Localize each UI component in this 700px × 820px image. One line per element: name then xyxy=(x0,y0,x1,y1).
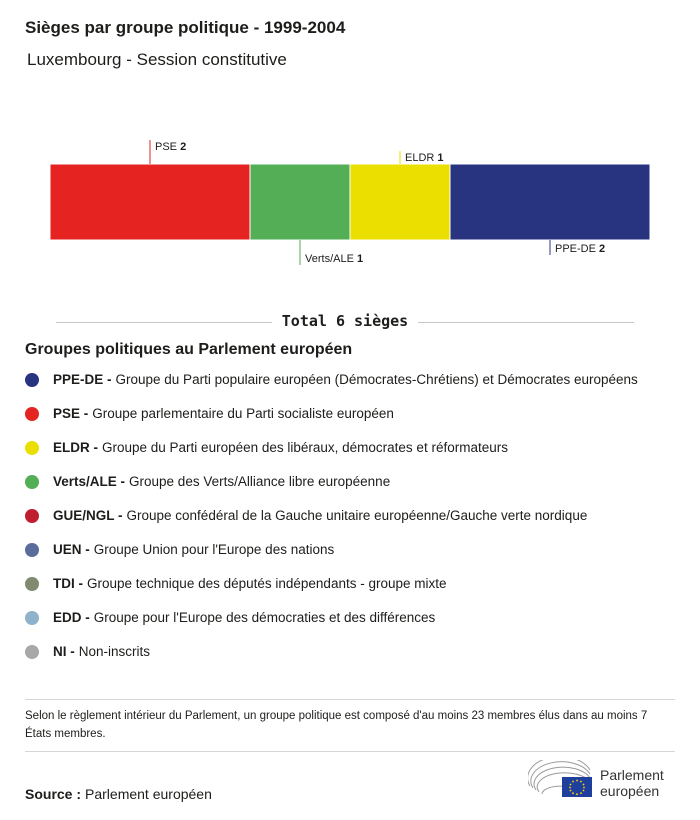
legend-item xyxy=(25,370,638,404)
legend-item xyxy=(25,540,638,574)
legend-dot-icon xyxy=(25,577,39,591)
legend-abbr: PPE-DE - xyxy=(53,372,112,387)
legend-item xyxy=(25,506,638,540)
bar-label-name: ELDR xyxy=(405,152,438,164)
legend-desc: Groupe pour l'Europe des démocraties et des différences xyxy=(93,610,436,625)
logo-line2: européen xyxy=(600,783,660,799)
legend-desc: Groupe Union pour l'Europe des nations xyxy=(93,542,335,557)
legend xyxy=(25,370,638,676)
bar-label xyxy=(555,243,605,255)
logo-line1: Parlement xyxy=(600,767,664,783)
legend-item xyxy=(25,438,638,472)
bar-segment-pse xyxy=(50,164,250,240)
legend-abbr: TDI - xyxy=(53,576,83,591)
source-value: Parlement européen xyxy=(85,786,212,802)
total-label: Total 6 sièges xyxy=(272,312,418,330)
legend-desc: Groupe technique des députés indépendants - groupe mixte xyxy=(87,576,447,591)
bar-label-value: 2 xyxy=(180,141,187,153)
total-seats xyxy=(56,312,634,332)
divider-top xyxy=(25,699,675,700)
legend-dot-icon xyxy=(25,373,39,387)
chart-title: Sièges par groupe politique - 1999-2004 xyxy=(25,18,346,37)
legend-dot-icon xyxy=(25,543,39,557)
legend-desc: Groupe des Verts/Alliance libre européenne xyxy=(129,474,391,489)
bar-label-value: 1 xyxy=(437,152,444,164)
parliament-logo xyxy=(528,760,678,800)
bar-segment-eldr xyxy=(350,164,450,240)
legend-abbr: EDD - xyxy=(53,610,90,625)
legend-abbr: GUE/NGL - xyxy=(53,508,123,523)
legend-dot-icon xyxy=(25,645,39,659)
source xyxy=(25,786,212,802)
bar-label-name: Verts/ALE xyxy=(305,253,357,265)
legend-item xyxy=(25,574,638,608)
legend-title: Groupes politiques au Parlement européen xyxy=(25,341,353,358)
legend-dot-icon xyxy=(25,475,39,489)
legend-abbr: PSE - xyxy=(53,406,89,421)
legend-abbr: Verts/ALE - xyxy=(53,474,126,489)
legend-abbr: ELDR - xyxy=(53,440,98,455)
divider-bottom xyxy=(25,751,675,752)
legend-desc: Groupe parlementaire du Parti socialiste européen xyxy=(92,406,394,421)
legend-desc: Groupe du Parti populaire européen (Démocrates-Chrétiens) et Démocrates européens xyxy=(115,372,638,387)
legend-item xyxy=(25,404,638,438)
bar-label xyxy=(155,141,186,153)
bar-label xyxy=(305,253,363,265)
legend-item xyxy=(25,642,638,676)
legend-dot-icon xyxy=(25,509,39,523)
bar-label-name: PSE xyxy=(155,141,181,153)
legend-item xyxy=(25,472,638,506)
hemicycle-eu-flag-icon xyxy=(528,760,594,800)
bar-segment-verts-ale xyxy=(250,164,350,240)
legend-desc: Groupe confédéral de la Gauche unitaire européenne/Gauche verte nordique xyxy=(126,508,588,523)
bar-label-value: 2 xyxy=(599,243,606,255)
footnote: Selon le règlement intérieur du Parlement, un groupe politique est composé d'au moins 23 membres élus dans au moins 7 États membres. xyxy=(25,710,648,740)
legend-abbr: UEN - xyxy=(53,542,90,557)
bar-segment-ppe-de xyxy=(450,164,650,240)
seats-bar-chart xyxy=(0,130,700,275)
legend-item xyxy=(25,608,638,642)
legend-abbr: NI - xyxy=(53,644,75,659)
bar-label xyxy=(405,152,444,164)
source-label: Source : xyxy=(25,786,82,802)
chart-subtitle: Luxembourg - Session constitutive xyxy=(27,50,287,69)
bar-label-value: 1 xyxy=(356,253,364,265)
bar-label-name: PPE-DE xyxy=(555,243,600,255)
legend-dot-icon xyxy=(25,407,39,421)
legend-dot-icon xyxy=(25,441,39,455)
legend-dot-icon xyxy=(25,611,39,625)
legend-desc: Groupe du Parti européen des libéraux, démocrates et réformateurs xyxy=(102,440,508,455)
legend-desc: Non-inscrits xyxy=(78,644,151,659)
